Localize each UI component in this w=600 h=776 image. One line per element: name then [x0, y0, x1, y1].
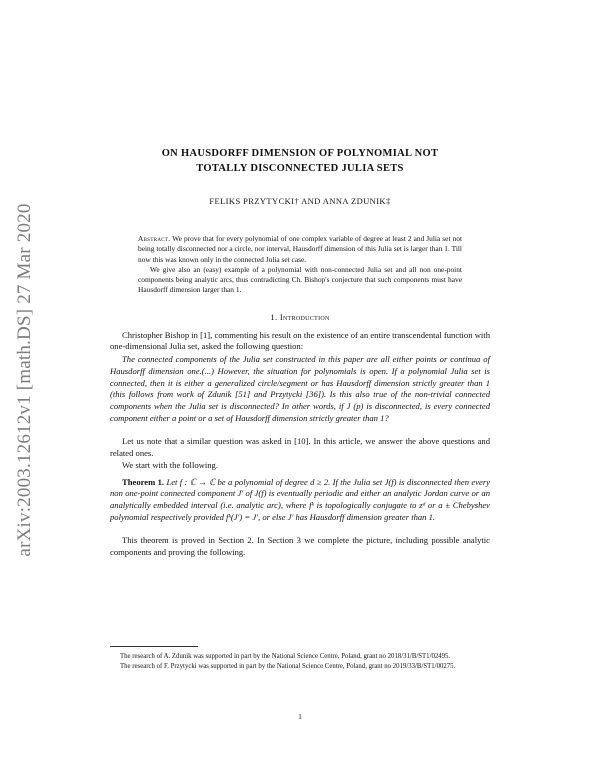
abstract-paragraph-1: [138, 234, 462, 265]
footnotes: [110, 646, 490, 671]
theorem-label: Theorem 1.: [122, 476, 165, 487]
intro-paragraph-1: Christopher Bishop in [1], commenting his result on the existence of an entire transcendental function with one-dimensional Julia set, asked the following question:: [110, 329, 490, 352]
theorem-1: [110, 477, 490, 524]
footnote-rule: [110, 646, 198, 647]
theorem-statement: Let f : ℂ → ℂ be a polynomial of degree d ≥ 2. If the Julia set J(f) is disconnected then every non one-point connected component J′ of J(f) is eventually periodic and either an analytic Jordan curve or an analytically embedded interval (i.e. analytic arc), where fᵏ is topologically conjugate to zᵈ or a ± Chebyshev polynomial respectively provided fᵏ(J′) = J′, or else J′ has Hausdorff dimension greater than 1.: [110, 476, 490, 522]
footnote-zdunik: The research of A. Zdunik was supported in part by the National Science Centre, Poland, grant no 2018/31/B/ST1/02495.: [120, 653, 451, 660]
abstract-text-1: We prove that for every polynomial of one complex variable of degree at least 2 and Julia set not being totally disconnected nor a circle, nor interval, Hausdorff dimension of this Julia set is larger than 1. Till now this was known only in the connected Julia set case.: [138, 234, 462, 264]
paper-authors: FELIKS PRZYTYCKI† AND ANNA ZDUNIK‡: [209, 196, 391, 206]
title-line-1: ON HAUSDORFF DIMENSION OF POLYNOMIAL NOT: [161, 148, 439, 159]
abstract: [138, 234, 462, 296]
arxiv-identifier: arXiv:2003.12612v1 [math.DS] 27 Mar 2020: [14, 203, 35, 557]
section-heading-introduction: 1. Introduction: [270, 311, 330, 322]
abstract-paragraph-2: We give also an (easy) example of a polynomial with non-connected Julia set and all non one-point components being analytic arcs, thus contradicting Ch. Bishop's conjecture that such components must have Hausdorff dimension larger than 1.: [138, 264, 462, 295]
paper-title: [110, 146, 490, 176]
intro-paragraph-4: This theorem is proved in Section 2. In Section 3 we complete the picture, including possible analytic components and proving the following.: [110, 535, 490, 558]
title-line-2: TOTALLY DISCONNECTED JULIA SETS: [196, 163, 404, 174]
bishop-quote: The connected components of the Julia set constructed in this paper are all either points or continua of Hausdorff dimension one.(...) However, the situation for polynomials is open. If a polynomial Julia set is connected, then it is either a generalized circle/segment or has Hausdorff dimension strictly greater than 1 (this follows from work of Zdunik [51] and Przytycki [36]). Is this also true of the non-trivial connected components when the Julia set is disconnected? In other words, if J (p) is disconnected, is every connected component either a point or a set of Hausdorff dimension strictly greater than 1?: [110, 354, 490, 423]
arxiv-sidebar-stamp: [6, 175, 44, 585]
footnote-przytycki: The research of F. Przytycki was supported in part by the National Science Centre, Poland, grant no 2019/33/B/ST1/00275.: [120, 662, 456, 670]
intro-paragraph-3: We start with the following.: [122, 459, 218, 470]
paper-body: [110, 330, 490, 559]
abstract-label: Abstract.: [138, 234, 171, 243]
intro-paragraph-2: Let us note that a similar question was asked in [10]. In this article, we answer the above questions and related ones.: [110, 436, 490, 459]
paper-page: [110, 146, 490, 559]
page-number: 1: [298, 712, 302, 721]
